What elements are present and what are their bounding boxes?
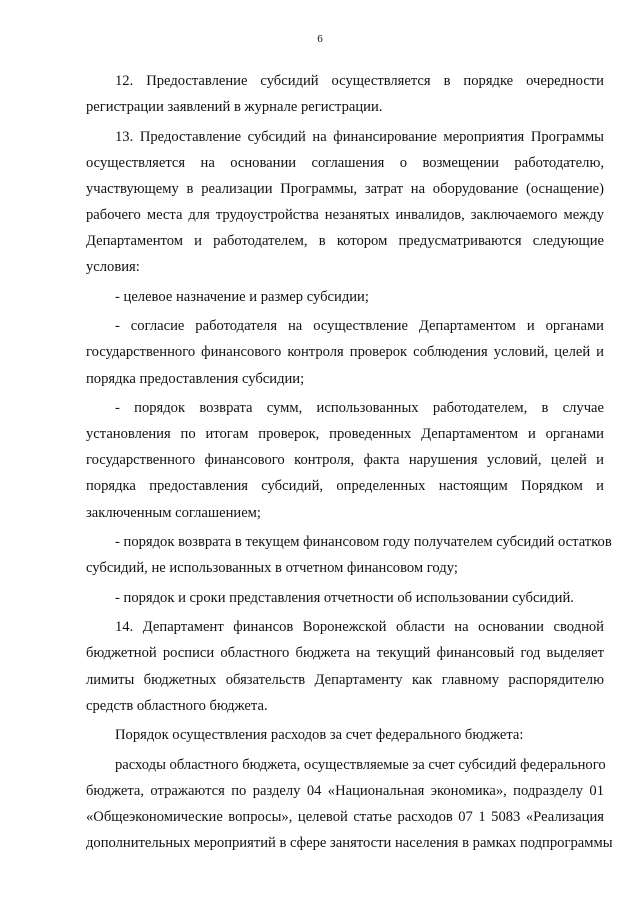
text-line: порядка предоставления субсидий, определенных настоящим Порядком и [86, 478, 604, 495]
text-line: лимиты бюджетных обязательств Департаменту как главному распорядителю [86, 671, 604, 688]
text-line: государственного финансового контроля проверок соблюдения условий, целей и [86, 344, 604, 361]
document-body [86, 68, 613, 860]
text-line: осуществляется на основании соглашения о возмещении работодателю, [86, 154, 604, 171]
page-number: 6 [317, 33, 323, 45]
paragraph-item4 [86, 529, 612, 581]
paragraph-item1 [86, 284, 604, 310]
text-line: 13. Предоставление субсидий на финансирование мероприятия Программы [115, 128, 604, 145]
paragraph-item5 [86, 585, 604, 611]
text-line: - порядок возврата в текущем финансовом году получателем субсидий остатков [115, 534, 612, 551]
paragraph-item2 [86, 313, 604, 391]
paragraph-item3 [86, 395, 604, 525]
paragraph-p15 [86, 722, 604, 748]
text-line: дополнительных мероприятий в сфере занятости населения в рамках подпрограммы [86, 835, 613, 852]
text-line: 12. Предоставление субсидий осуществляется в порядке очередности [115, 73, 604, 89]
text-line: бюджетной росписи областного бюджета на текущий финансовый год выделяет [86, 645, 604, 662]
text-line: - согласие работодателя на осуществление Департаментом и органами [115, 318, 604, 335]
paragraph-p16 [86, 752, 613, 856]
text-line: заключенным соглашением; [86, 504, 261, 521]
text-line: бюджета, отражаются по разделу 04 «Национальная экономика», подразделу 01 [86, 782, 604, 799]
text-line: Департаментом и работодателем, в котором предусматриваются следующие [86, 233, 604, 250]
text-line: участвующему в реализации Программы, затрат на оборудование (оснащение) [86, 180, 604, 197]
paragraph-p14 [86, 614, 604, 718]
text-line: рабочего места для трудоустройства незанятых инвалидов, заключаемого между [86, 206, 604, 223]
text-line: субсидий, не использованных в отчетном финансовом году; [86, 560, 458, 577]
text-line: - порядок и сроки представления отчетности об использовании субсидий. [115, 589, 574, 606]
paragraph-p12 [86, 68, 604, 120]
paragraph-p13 [86, 124, 604, 281]
text-line: 14. Департамент финансов Воронежской области на основании сводной [115, 619, 604, 636]
text-line: установления по итогам проверок, проведенных Департаментом и органами [86, 426, 604, 443]
text-line: - порядок возврата сумм, использованных работодателем, в случае [115, 400, 604, 417]
text-line: средств областного бюджета. [86, 697, 268, 714]
text-line: регистрации заявлений в журнале регистрации. [86, 99, 383, 116]
text-line: условия: [86, 259, 140, 276]
text-line: государственного финансового контроля, факта нарушения условий, целей и [86, 452, 604, 469]
text-line: порядка предоставления субсидии; [86, 370, 305, 387]
text-line: Порядок осуществления расходов за счет федерального бюджета: [115, 727, 524, 744]
text-line: расходы областного бюджета, осуществляемые за счет субсидий федерального [115, 756, 606, 773]
text-line: «Общеэкономические вопросы», целевой статье расходов 07 1 5083 «Реализация [86, 809, 604, 826]
text-line: - целевое назначение и размер субсидии; [115, 288, 369, 305]
